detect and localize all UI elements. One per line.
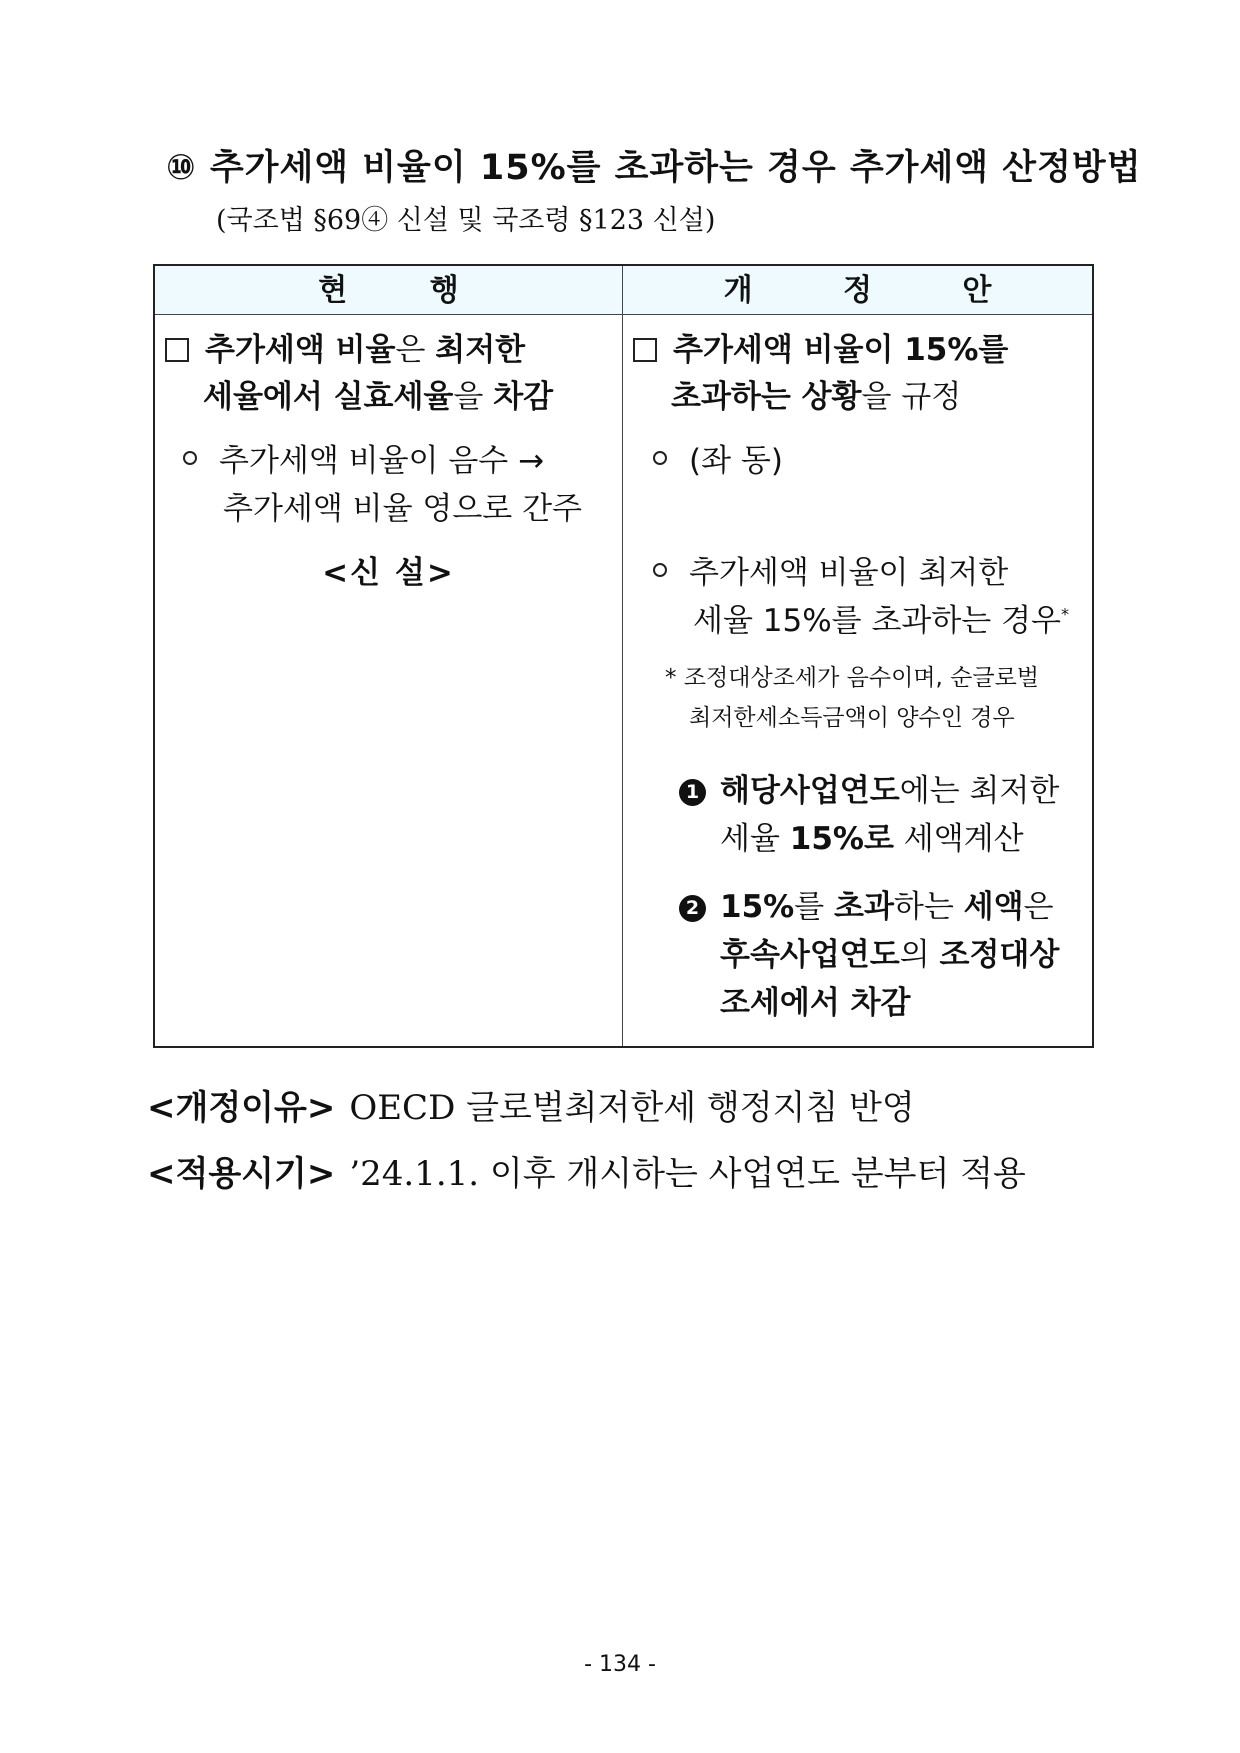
step-1-line-2: 세율 15%로 세액계산: [720, 821, 1024, 857]
step-2-line-2: 후속사업연도의 조정대상: [720, 937, 1060, 973]
footnote-asterisk: *: [1060, 604, 1069, 624]
number-1-badge-icon: 1: [679, 779, 706, 806]
checkbox-square-icon: [633, 338, 657, 362]
current-subitem-line-1: 추가세액 비율이 음수 →: [183, 435, 544, 480]
same-as-left: (좌 동): [653, 435, 783, 480]
current-item-line-1: 추가세액 비율은 최저한: [165, 324, 525, 369]
header-proposed: 개 정 안: [623, 266, 1092, 315]
current-subitem-line-2: 추가세액 비율 영으로 간주: [223, 491, 582, 527]
comparison-table: [153, 264, 1094, 1048]
effective-date: [147, 1146, 1026, 1195]
section-subtitle: (국조법 §69④ 신설 및 국조령 §123 신설): [216, 205, 716, 236]
new-provision-label: <신 설>: [322, 555, 455, 591]
timing-text: ’24.1.1. 이후 개시하는 사업연도 분부터 적용: [349, 1154, 1026, 1194]
amendment-reason: [147, 1080, 915, 1129]
bullet-circle-icon: [183, 451, 197, 465]
current-column: [155, 315, 622, 1046]
step-2-line-1: 2 15%를 초과하는 세액은: [679, 881, 1054, 926]
timing-label: <적용시기>: [147, 1154, 336, 1194]
reason-label: <개정이유>: [147, 1088, 336, 1128]
proposed-item-line-2: 초과하는 상황을 규정: [671, 379, 962, 415]
page-number: - 134 -: [584, 1652, 656, 1677]
step-1-line-1: 1 해당사업연도에는 최저한: [679, 765, 1059, 810]
header-current: 현 행: [155, 266, 622, 315]
proposed-subitem-line-2: 세율 15%를 초과하는 경우*: [693, 603, 1069, 639]
reason-text: OECD 글로벌최저한세 행정지침 반영: [349, 1088, 915, 1128]
proposed-item-line-1: 추가세액 비율이 15%를: [633, 324, 1008, 369]
bullet-circle-icon: [653, 563, 667, 577]
footnote-line-1: * 조정대상조세가 음수이며, 순글로벌: [665, 665, 1040, 691]
step-2-line-3: 조세에서 차감: [720, 985, 911, 1021]
current-item-line-2: 세율에서 실효세율을 차감: [203, 379, 554, 415]
checkbox-square-icon: [165, 338, 189, 362]
number-2-badge-icon: 2: [679, 895, 706, 922]
footnote-line-2: 최저한세소득금액이 양수인 경우: [689, 705, 1015, 731]
proposed-subitem-line-1: 추가세액 비율이 최저한: [653, 547, 1008, 592]
proposed-column: [623, 315, 1092, 1046]
section-title: ⑩ 추가세액 비율이 15%를 초과하는 경우 추가세액 산정방법: [166, 148, 1142, 188]
bullet-circle-icon: [653, 451, 667, 465]
